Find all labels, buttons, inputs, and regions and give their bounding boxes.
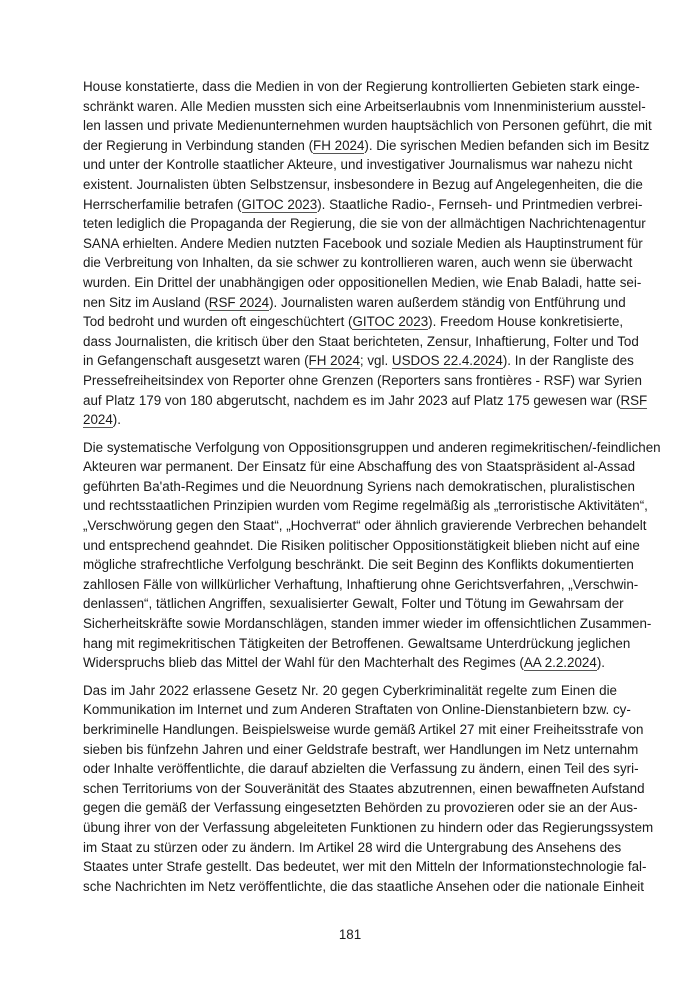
- text-segment: existent. Journalisten übten Selbstzensur, insbesondere in Bezug auf Angelegenheiten, die die: [83, 176, 643, 192]
- text-line: [83, 634, 631, 654]
- text-line: [83, 410, 617, 430]
- text-line: [83, 136, 650, 156]
- text-segment: übung ihrer von der Verfassung abgeleiteten Funktionen zu hindern oder das Regierungssystem: [83, 819, 654, 835]
- citation-link[interactable]: GITOC 2023: [241, 196, 318, 212]
- text-segment: im Staat zu stürzen oder zu ändern. Im Artikel 28 wird die Untergrabung des Ansehens des: [83, 839, 622, 855]
- text-segment: und entsprechend geahndet. Die Risiken politischer Oppositionstätigkeit blieben nicht auf eine: [83, 537, 640, 553]
- text-line: [83, 857, 647, 877]
- text-segment: ; vgl.: [359, 353, 392, 369]
- text-segment: hang mit regimekritischen Tätigkeiten der Betroffenen. Gewaltsame Unterdrückung jeglichen: [83, 635, 631, 651]
- text-line: [83, 740, 639, 760]
- text-line: [83, 798, 638, 818]
- text-segment: teten lediglich die Propaganda der Regierung, die sie von der allmächtigen Nachrichtenagentur: [83, 216, 646, 232]
- text-segment: in Gefangenschaft ausgesetzt waren (: [83, 353, 309, 369]
- text-line: [83, 214, 646, 234]
- text-segment: auf Platz 179 von 180 abgerutscht, nachdem es im Jahr 2023 auf Platz 175 gewesen war (: [83, 392, 621, 408]
- text-segment: gegen die gemäß der Verfassung eingesetzten Behörden zu provozieren oder sie an der Aus-: [83, 800, 638, 816]
- text-line: [83, 293, 626, 313]
- text-segment: len lassen und private Medienunternehmen wurden hauptsächlich von Personen geführt, die mit: [83, 118, 652, 134]
- text-line: [83, 575, 639, 595]
- text-segment: Das im Jahr 2022 erlassene Gesetz Nr. 20 gegen Cyberkriminalität regelte zum Einen die: [83, 682, 617, 698]
- citation-link[interactable]: FH 2024: [313, 137, 365, 153]
- text-line: [83, 273, 642, 293]
- text-segment: SANA erhielten. Andere Medien nutzten Facebook und soziale Medien als Hauptinstrument für: [83, 235, 643, 251]
- text-line: [83, 195, 643, 215]
- text-line: [83, 496, 648, 516]
- text-segment: schränkt waren. Alle Medien mussten sich eine Arbeitserlaubnis vom Innenministerium ausstel-: [83, 98, 646, 114]
- text-line: [83, 391, 648, 411]
- text-segment: Pressefreiheitsindex von Reporter ohne Grenzen (Reporters sans frontières - RSF) war Syrien: [83, 372, 642, 388]
- text-line: [83, 594, 624, 614]
- text-segment: Herrscherfamilie betrafen (: [83, 196, 242, 212]
- text-line: [83, 818, 654, 838]
- text-line: [83, 253, 633, 273]
- text-segment: berkriminelle Handlungen. Beispielsweise wurde gemäß Artikel 27 mit einer Freiheitsstrafe von: [83, 722, 644, 737]
- text-segment: House konstatierte, dass die Medien in von der Regierung kontrollierten Gebieten stark einge-: [83, 79, 640, 94]
- text-line: [83, 371, 642, 391]
- text-line: [83, 438, 661, 458]
- paragraph: [83, 77, 652, 430]
- text-line: [83, 97, 646, 117]
- text-line: [83, 155, 633, 175]
- citation-link[interactable]: 2024: [83, 412, 113, 428]
- text-segment: geführten Ba'ath-Regimes und die Neuordnung Syriens nach demokratischen, pluralistischen: [83, 478, 635, 494]
- text-segment: Die systematische Verfolgung von Oppositionsgruppen und anderen regimekritischen/-feindlichen: [83, 439, 661, 455]
- text-line: [83, 720, 644, 740]
- text-segment: Widerspruchs blieb das Mittel der Wahl für den Machterhalt des Regimes (: [83, 655, 524, 671]
- text-line: [83, 653, 617, 673]
- text-line: [83, 759, 639, 779]
- text-line: [83, 477, 635, 497]
- text-line: [83, 457, 636, 477]
- text-segment: ).: [596, 655, 605, 671]
- text-segment: ). Die syrischen Medien befanden sich im Besitz: [364, 137, 650, 153]
- text-segment: ). Journalisten waren außerdem ständig von Entführung und: [269, 294, 626, 310]
- text-line: [83, 838, 622, 858]
- text-segment: dass Journalisten, die kritisch über den Staat berichteten, Zensur, Inhaftierung, Folter und Tod: [83, 333, 639, 349]
- text-segment: die Verbreitung von Inhalten, da sie schwer zu kontrollieren waren, auch wenn sie überwacht: [83, 255, 633, 271]
- text-segment: und unter der Kontrolle staatlicher Akteure, und investigativer Journalismus war nahezu nicht: [83, 157, 633, 173]
- text-segment: sche Nachrichten im Netz veröffentlichte, die das staatliche Ansehen oder die nationale Einheit: [83, 878, 645, 894]
- text-segment: der Regierung in Verbindung standen (: [83, 137, 314, 153]
- text-segment: ). Freedom House konkretisierte,: [428, 314, 624, 330]
- text-segment: schen Territoriums von der Souveränität des Staates abzutrennen, einen bewaffneten Aufstand: [83, 780, 645, 796]
- text-segment: Staates unter Strafe gestellt. Das bedeutet, wer mit den Mitteln der Informationstechnologie fal-: [83, 859, 647, 875]
- text-segment: und rechtsstaatlichen Prinzipien wurden vom Regime regelmäßig als „terroristische Aktivitäten“,: [83, 498, 648, 514]
- text-line: [83, 116, 652, 136]
- text-segment: Sicherheitskräfte sowie Mordanschlägen, standen immer wieder im offensichtlichen Zusammen-: [83, 616, 652, 632]
- text-segment: mögliche strafrechtliche Verfolgung beschränkt. Die seit Beginn des Konflikts dokumentierten: [83, 557, 634, 573]
- text-line: [83, 516, 647, 536]
- text-segment: Kommunikation im Internet und zum Anderen Straftaten von Online-Dienstanbietern bzw. cy-: [83, 702, 631, 718]
- text-line: [83, 312, 624, 332]
- citation-link[interactable]: RSF 2024: [208, 294, 270, 310]
- text-line: [83, 234, 643, 254]
- text-segment: ). In der Rangliste des: [502, 353, 634, 369]
- text-segment: oder Inhalte veröffentlichte, die darauf abzielten die Verfassung zu ändern, einen Teil des syri-: [83, 761, 639, 777]
- text-line: [83, 351, 634, 371]
- text-line: [83, 614, 652, 634]
- text-segment: zahllosen Fälle von willkürlicher Verhaftung, Inhaftierung ohne Gerichtsverfahren, „Verschwin-: [83, 576, 639, 592]
- text-segment: nen Sitz im Ausland (: [83, 294, 209, 310]
- text-line: [83, 877, 645, 897]
- citation-link[interactable]: AA 2.2.2024: [523, 655, 597, 671]
- text-segment: sieben bis fünfzehn Jahren und einer Geldstrafe bestraft, wer Handlungen im Netz unternahm: [83, 741, 639, 757]
- paragraph: [83, 438, 661, 673]
- text-segment: „Verschwörung gegen den Staat“, „Hochverrat“ oder ähnlich gravierende Verbrechen behandelt: [83, 518, 647, 534]
- citation-link[interactable]: FH 2024: [308, 353, 360, 369]
- page-number: 181: [338, 927, 362, 942]
- text-line: [83, 77, 640, 97]
- text-line: [83, 175, 643, 195]
- text-line: [83, 700, 631, 720]
- text-line: [83, 536, 640, 556]
- text-segment: Tod bedroht und wurden oft eingeschüchtert (: [83, 314, 353, 330]
- text-segment: ).: [112, 412, 121, 428]
- text-segment: Akteuren war permanent. Der Einsatz für eine Abschaffung des von Staatspräsident al-Assad: [83, 459, 636, 475]
- text-line: [83, 332, 639, 352]
- citation-link[interactable]: GITOC 2023: [352, 314, 429, 330]
- citation-link[interactable]: RSF: [620, 392, 648, 408]
- paragraph: [83, 681, 654, 897]
- text-segment: denlassen“, tätlichen Angriffen, sexualisierter Gewalt, Folter und Tötung im Gewahrsam der: [83, 596, 624, 612]
- document-body: [83, 77, 661, 904]
- text-segment: ). Staatliche Radio-, Fernseh- und Printmedien verbrei-: [317, 196, 643, 212]
- text-segment: wurden. Ein Drittel der unabhängigen oder oppositionellen Medien, wie Enab Baladi, hatte sei-: [83, 274, 642, 290]
- text-line: [83, 555, 634, 575]
- citation-link[interactable]: USDOS 22.4.2024: [391, 353, 503, 369]
- text-line: [83, 681, 617, 701]
- text-line: [83, 779, 645, 799]
